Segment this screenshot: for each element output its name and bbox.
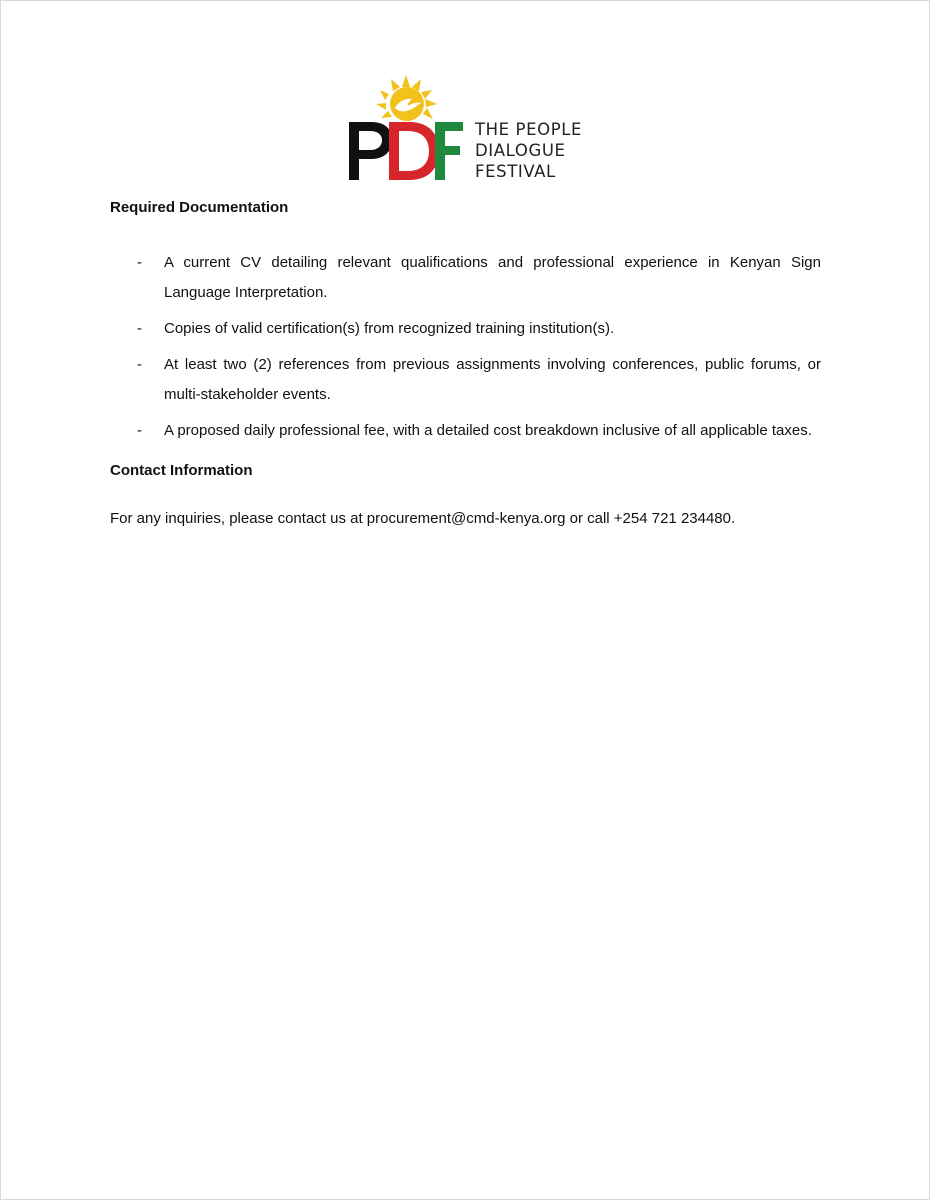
list-bullet: - [137,356,142,373]
logo-line-3: FESTIVAL [475,162,556,181]
letter-p [349,122,392,180]
logo-wordmark [475,119,582,182]
sun-icon [376,75,437,121]
contact-text: For any inquiries, please contact us at procurement@cmd-kenya.org or call +254 721 234480. [110,510,736,527]
pdf-logo [345,73,595,188]
list-item [110,416,821,446]
list-bullet: - [137,422,142,439]
list-item-text: A proposed daily professional fee, with a detailed cost breakdown inclusive of all applicable taxes. [164,422,812,439]
list-item [110,314,821,344]
required-docs-heading: Required Documentation [110,199,289,216]
list-item-text: A current CV detailing relevant qualifications and professional experience in Kenyan Sign Language Interpretation. [164,254,821,301]
letter-d [389,122,439,180]
logo-line-2: DIALOGUE [475,141,566,160]
required-docs-list [110,248,821,452]
contact-heading: Contact Information [110,462,253,479]
list-item [110,248,821,308]
list-bullet: - [137,320,142,337]
list-bullet: - [137,254,142,271]
letter-f [435,122,463,180]
logo-line-1: THE PEOPLE [475,120,583,139]
list-item-text: Copies of valid certification(s) from recognized training institution(s). [164,320,615,337]
list-item [110,350,821,410]
list-item-text: At least two (2) references from previous assignments involving conferences, public forums, or multi-stakeholder events. [164,356,821,403]
